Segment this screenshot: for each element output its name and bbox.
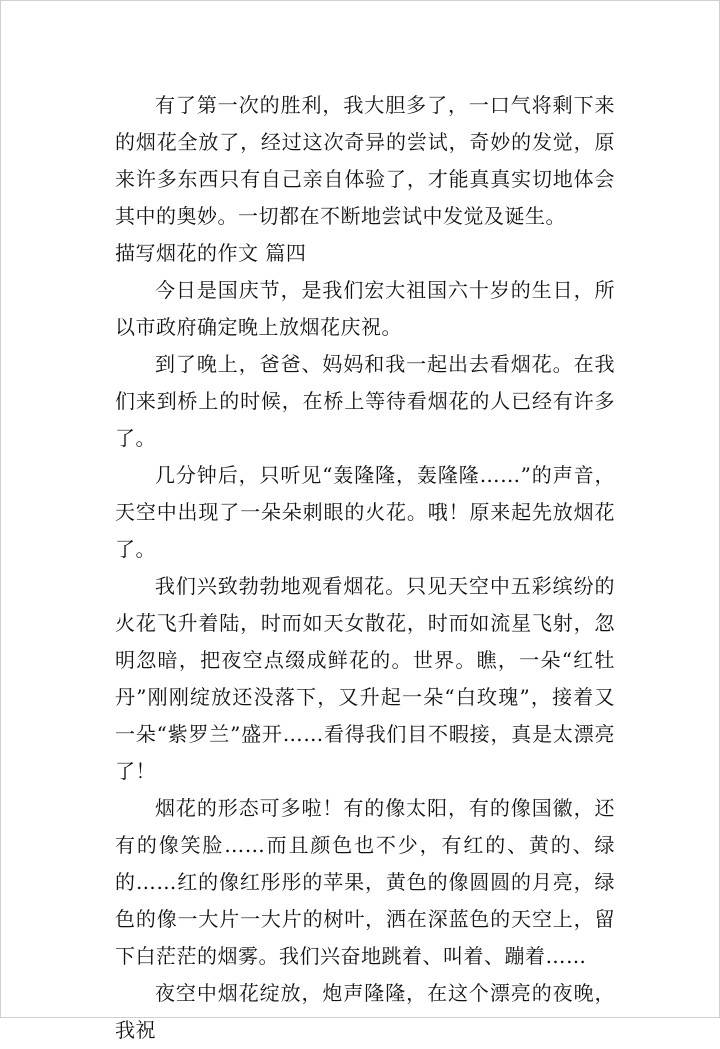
paragraph-watching: 我们兴致勃勃地观看烟花。只见天空中五彩缤纷的火花飞升着陆，时而如天女散花，时而如流星飞射，忽明忽暗，把夜空点缀成鲜花的。世界。瞧，一朵“红牡丹”刚刚绽放还没落下，又升起一朵“白玫瑰”，接着又一朵“紫罗兰”盛开……看得我们目不暇接，真是太漂亮了！	[115, 574, 615, 783]
paragraph-national-day: 今日是国庆节，是我们宏大祖国六十岁的生日，所以市政府确定晚上放烟花庆祝。	[115, 278, 615, 339]
document-body	[115, 87, 615, 1049]
paragraph-night-sky: 夜空中烟花绽放，炮声隆隆，在这个漂亮的夜晚，我祝	[115, 981, 615, 1042]
paragraph-minutes-later: 几分钟后，只听见“轰隆隆，轰隆隆……”的声音，天空中出现了一朵朵刺眼的火花。哦！原来起先放烟花了。	[115, 463, 615, 561]
section-heading: 描写烟花的作文 篇四	[115, 241, 307, 265]
paragraph-first-victory: 有了第一次的胜利，我大胆多了，一口气将剩下来的烟花全放了，经过这次奇异的尝试，奇妙的发觉，原来许多东西只有自己亲自体验了，才能真真实切地体会其中的奥妙。一切都在不断地尝试中发觉及诞生。	[115, 93, 615, 228]
paragraph-evening: 到了晚上，爸爸、妈妈和我一起出去看烟花。在我们来到桥上的时候，在桥上等待看烟花的人已经有许多了。	[115, 352, 615, 450]
paragraph-shapes: 烟花的形态可多啦！有的像太阳，有的像国徽，还有的像笑脸……而且颜色也不少，有红的、黄的、绿的……红的像红彤彤的苹果，黄色的像圆圆的月亮，绿色的像一大片一大片的树叶，洒在深蓝色的天空上，留下白茫茫的烟雾。我们兴奋地跳着、叫着、蹦着……	[115, 796, 615, 968]
